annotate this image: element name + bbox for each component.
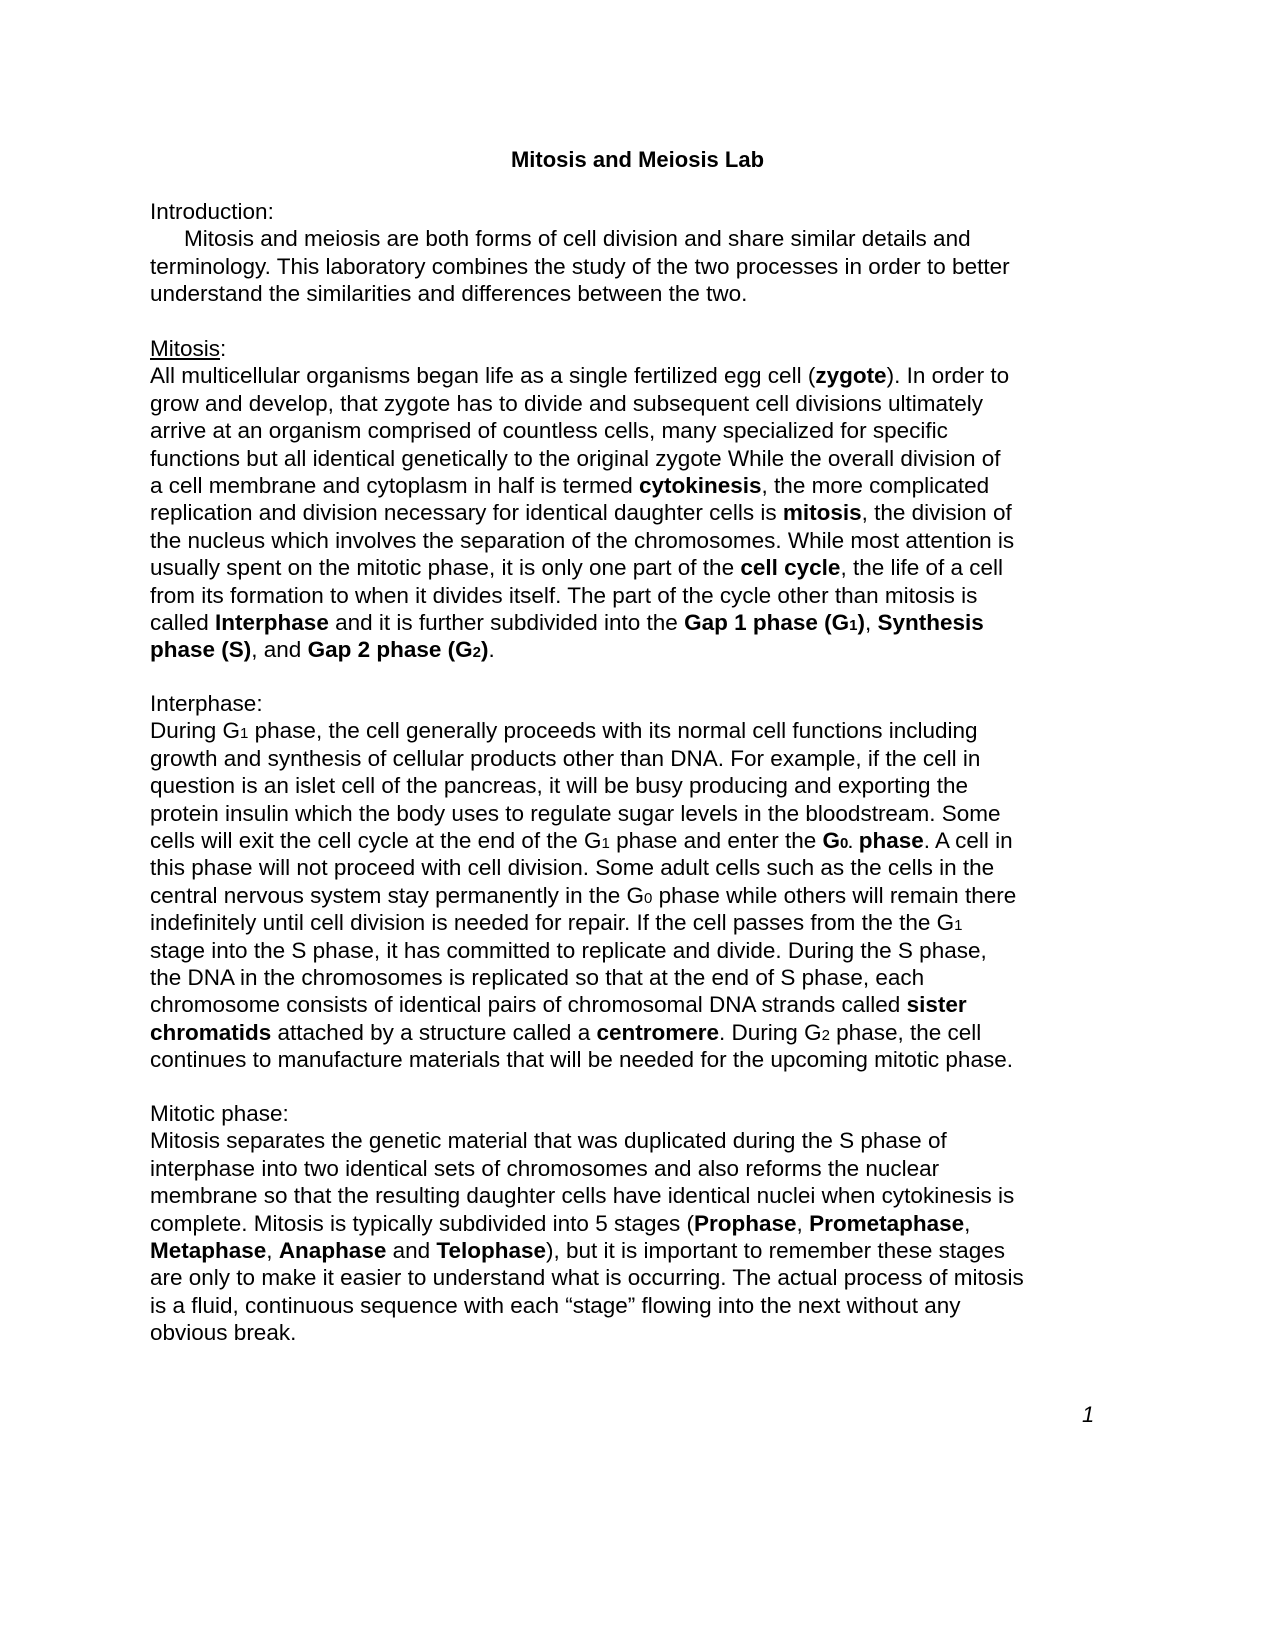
page-title: Mitosis and Meiosis Lab: [510, 147, 765, 172]
paragraph-line: Mitosis separates the genetic material that was duplicated during the S phase of: [150, 1128, 947, 1154]
subscript: 0: [643, 889, 653, 907]
paragraph-line: [150, 636, 1130, 663]
paragraph-line: obvious break.: [150, 1320, 297, 1346]
paragraph-line: the nucleus which involves the separation of the chromosomes. While most attention is: [150, 527, 1015, 553]
introduction-section: [150, 198, 1130, 308]
paragraph-line: this phase will not proceed with cell division. Some adult cells such as the cells in the: [150, 855, 995, 881]
term-centromere: centromere: [596, 1019, 720, 1045]
term-synthesis-phase: phase (S): [150, 637, 252, 663]
text: Gap 2 phase (G: [307, 637, 473, 663]
text: . During G: [719, 1019, 822, 1045]
paragraph-line: arrive at an organism comprised of countless cells, many specialized for specific: [150, 418, 948, 444]
mitosis-section: [150, 335, 1130, 664]
paragraph-line: [150, 909, 1130, 936]
text: . A cell in: [923, 827, 1013, 853]
interphase-section: [150, 690, 1130, 1073]
paragraph-line: [150, 1237, 1130, 1264]
text: indefinitely until cell division is needed for repair. If the cell passes from the the G: [150, 910, 955, 936]
text: central nervous system stay permanently in the G: [150, 882, 644, 908]
paragraph-line: [150, 827, 1130, 854]
text: ,: [864, 609, 878, 635]
paragraph-line: [150, 609, 1130, 636]
text: phase while others will remain there: [652, 882, 1017, 908]
subscript: 1: [849, 616, 858, 634]
paragraph-line: membrane so that the resulting daughter cells have identical nuclei when cytokinesis is: [150, 1183, 1015, 1209]
paragraph-line: [150, 717, 1130, 744]
section-heading-interphase: Interphase:: [150, 691, 263, 716]
paragraph-line: growth and synthesis of cellular products other than DNA. For example, if the cell in: [150, 745, 981, 771]
text: Gap 1 phase (G: [684, 609, 850, 635]
mitotic-phase-section: [150, 1100, 1130, 1347]
text: .: [488, 637, 495, 663]
text: called: [150, 609, 216, 635]
term-telophase: Telophase: [436, 1237, 547, 1263]
text: ). In order to: [886, 363, 1010, 389]
subscript: 1: [601, 834, 610, 852]
text: , and: [251, 637, 308, 663]
paragraph-line: from its formation to when it divides itself. The part of the cycle other than mitosis is: [150, 582, 978, 608]
term-g0-phase: [822, 828, 923, 853]
paragraph-line: interphase into two identical sets of chromosomes and also reforms the nuclear: [150, 1155, 940, 1181]
text: , the division of: [861, 500, 1012, 526]
paragraph-line: continues to manufacture materials that will be needed for the upcoming mitotic phase.: [150, 1047, 1013, 1073]
text: , the more complicated: [761, 472, 990, 498]
paragraph-line: [150, 1019, 1130, 1046]
paragraph-line: functions but all identical genetically to the original zygote While the overall division of: [150, 445, 1001, 471]
paragraph-line: [150, 1210, 1130, 1237]
text: phase, the cell: [829, 1019, 982, 1045]
text: replication and division necessary for identical daughter cells is: [150, 500, 783, 526]
paragraph-line: are only to make it easier to understand what is occurring. The actual process of mitosis: [150, 1265, 1024, 1291]
text: attached by a structure called a: [271, 1019, 597, 1045]
term-mitosis: mitosis: [782, 500, 862, 526]
term-cytokinesis: cytokinesis: [638, 472, 762, 498]
term-anaphase: Anaphase: [278, 1237, 387, 1263]
text: During G: [150, 718, 241, 744]
subscript: 1: [240, 725, 249, 743]
section-heading-mitosis: [150, 335, 1130, 362]
paragraph-line: [150, 554, 1130, 581]
text: All multicellular organisms began life as a single fertilized egg cell (: [150, 363, 816, 389]
term-zygote: zygote: [815, 363, 887, 389]
term-gap2: [308, 637, 489, 662]
text: ), but it is important to remember these stages: [546, 1237, 1005, 1263]
text: ,: [796, 1210, 810, 1236]
text: phase and enter the: [609, 827, 823, 853]
paragraph-line: grow and develop, that zygote has to divide and subsequent cell divisions ultimately: [150, 390, 984, 416]
subscript: 2: [821, 1026, 830, 1044]
subscript: 0.: [840, 834, 853, 852]
paragraph-line: Mitosis and meiosis are both forms of cell division and share similar details and: [184, 226, 971, 252]
section-heading-introduction: Introduction:: [150, 199, 274, 224]
paragraph-line: question is an islet cell of the pancreas, it will be busy producing and exporting the: [150, 773, 968, 799]
paragraph-line: [150, 362, 1130, 389]
paragraph-line: stage into the S phase, it has committed to replicate and divide. During the S phase,: [150, 937, 987, 963]
text: cells will exit the cell cycle at the end of the G: [150, 827, 602, 853]
paragraph-line: understand the similarities and differences between the two.: [150, 281, 748, 307]
term-interphase: Interphase: [215, 609, 329, 635]
heading-text: Mitosis: [150, 336, 221, 361]
term-prophase: Prophase: [694, 1210, 797, 1236]
text: phase: [852, 827, 924, 853]
term-cell-cycle: cell cycle: [740, 555, 841, 581]
paragraph-line: [150, 882, 1130, 909]
heading-colon: :: [220, 336, 227, 361]
text: a cell membrane and cytoplasm in half is termed: [150, 472, 639, 498]
paragraph-line: terminology. This laboratory combines the study of the two processes in order to better: [150, 253, 1010, 279]
text: ): [480, 637, 489, 663]
paragraph-line: protein insulin which the body uses to regulate sugar levels in the bloodstream. Some: [150, 800, 1001, 826]
text: chromosome consists of identical pairs of chromosomal DNA strands called: [150, 992, 907, 1018]
term-chromatids: chromatids: [150, 1019, 272, 1045]
subscript: 1: [954, 917, 963, 935]
text: , the life of a cell: [840, 555, 1004, 581]
paragraph-line: [150, 991, 1130, 1018]
text: ,: [266, 1237, 279, 1263]
section-heading-mitotic-phase: Mitotic phase:: [150, 1101, 289, 1126]
paragraph-line: the DNA in the chromosomes is replicated so that at the end of S phase, each: [150, 964, 925, 990]
page-number: 1: [1082, 1402, 1095, 1427]
term-metaphase: Metaphase: [150, 1237, 267, 1263]
paragraph-line: is a fluid, continuous sequence with each “stage” flowing into the next without any: [150, 1292, 961, 1318]
text: G: [822, 827, 840, 853]
text: ): [857, 609, 865, 635]
subscript: 2: [472, 644, 481, 662]
text: ,: [964, 1210, 971, 1236]
text: and: [386, 1237, 437, 1263]
term-gap1: [684, 610, 865, 635]
text: and it is further subdivided into the: [328, 609, 685, 635]
term-prometaphase: Prometaphase: [809, 1210, 965, 1236]
term-sister: sister: [906, 992, 967, 1018]
term-synthesis: Synthesis: [877, 609, 984, 635]
text: complete. Mitosis is typically subdivided into 5 stages (: [150, 1210, 694, 1236]
paragraph-line: [150, 499, 1130, 526]
text: phase, the cell generally proceeds with its normal cell functions including: [248, 718, 978, 744]
text: usually spent on the mitotic phase, it is only one part of the: [150, 555, 741, 581]
paragraph-line: [150, 472, 1130, 499]
